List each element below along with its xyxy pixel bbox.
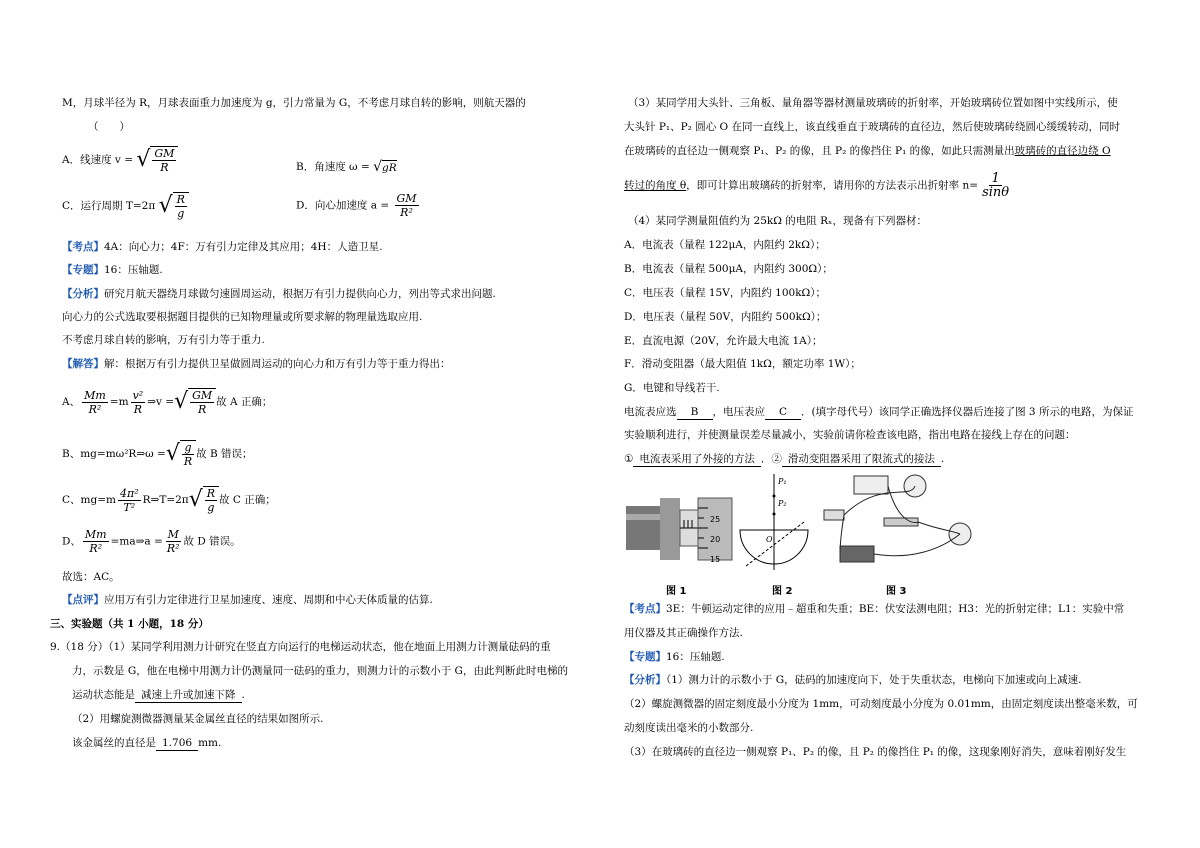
dianping-line: 【点评】应用万有引力定律进行卫星加速度、速度、周期和中心天体质量的估算. <box>62 594 433 606</box>
fig3-caption: 图 3 <box>886 586 907 597</box>
solution-b: B、mg=mω²R⇒ω = √ $\frac{g}{R}$ 故 B 错误； <box>62 441 253 468</box>
equip-e: E．直流电源（20V，允许最大电流 1A）； <box>624 335 823 347</box>
mic-label-15: 15 <box>710 555 721 564</box>
p2-label: P₂ <box>778 499 787 508</box>
r-fenxi-line-3: 动刻度读出毫米的小数部分. <box>624 722 754 734</box>
mic-label-20: 20 <box>710 535 721 544</box>
equip-a: A．电流表（量程 122μA，内阻约 2kΩ）； <box>624 239 826 251</box>
fenxi-line: 【分析】研究月航天器绕月球做匀速圆周运动，根据万有引力提供向心力，列出等式求出问题. <box>62 288 496 300</box>
kaodian-line: 【考点】4A：向心力；4F：万有引力定律及其应用；4H：人造卫星. <box>62 241 383 253</box>
circuit-figure <box>820 470 980 580</box>
fenxi-line-2: 向心力的公式选取要根据题目提供的已知物理量或所要求解的物理量选取应用. <box>62 311 423 323</box>
zhuanti-line: 【专题】16：压轴题. <box>62 264 163 276</box>
equip-f: F．滑动变阻器（最大阻值 1kΩ，额定功率 1W）； <box>624 358 861 370</box>
option-b: B．角速度 ω = √ gR <box>296 159 397 175</box>
option-c: C．运行周期 T=2π √ $\frac{R}{g}$ <box>62 192 189 220</box>
problems-line: ① 电流表采用了外接的方法 ．② 滑动变阻器采用了限流式的接法 . <box>624 453 945 465</box>
jieda-line: 【解答】解：根据万有引力提供卫星做圆周运动的向心力和万有引力等于重力得出： <box>62 358 451 370</box>
q9-line-4: （2）用螺旋测微器测量某金属丝直径的结果如图所示. <box>72 713 324 725</box>
question-bracket: （ ） <box>88 121 130 133</box>
glass-semicircle-figure <box>736 470 816 580</box>
answer-line: 故选：AC。 <box>62 571 120 583</box>
r-line-4: 转过的角度 θ，即可计算出玻璃砖的折射率，请用你的方法表示出折射率 n= $\frac{1}{\sin\theta}$ <box>624 171 1010 200</box>
q9-line-5: 该金属丝的直径是 1.706 mm. <box>72 737 222 749</box>
o-label: O <box>766 535 773 544</box>
r-zhuanti-line: 【专题】16：压轴题. <box>624 651 725 663</box>
r-line-1: （3）某同学用大头针、三角板、量角器等器材测量玻璃砖的折射率，开始玻璃砖位置如图中实线所示，使 <box>628 97 1118 109</box>
q9-line-2: 力，示数是 G，他在电梯中用测力计仍测量同一砝码的重力，则测力计的示数小于 G，由此判断此时电梯的 <box>72 665 568 677</box>
solution-a: A、 $\frac{Mm}{\text{R²}}$ =m $\frac{\text{v²}}{R}$ ⇒v = √ $\frac{GM}{R}$ 故 A 正确； <box>62 388 273 416</box>
r-fenxi-line-2: （2）螺旋测微器的固定刻度最小分度为 1mm，可动刻度最小分度为 0.01mm，由固定刻度读出整毫米数，可 <box>624 698 1138 710</box>
r-line-3: 在玻璃砖的直径边一侧观察 P₁、P₂ 的像，且 P₂ 的像挡住 P₁ 的像，如此只需测量出玻璃砖的直径边绕 O <box>624 145 1111 157</box>
r-fenxi-line-4: （3）在玻璃砖的直径边一侧观察 P₁、P₂ 的像，且 P₂ 的像挡住 P₁ 的像，这现象刚好消失，意味着刚好发生 <box>624 746 1127 758</box>
r-line-2: 大头针 P₁、P₂ 圆心 O 在同一直线上，该直线垂直于玻璃砖的直径边，然后使玻璃砖绕圆心缓缓转动，同时 <box>624 121 1121 133</box>
r-line-5: （4）某同学测量阻值约为 25kΩ 的电阻 Rₓ，现备有下列器材： <box>628 215 927 227</box>
equip-d: D．电压表（量程 50V，内阻约 500kΩ）； <box>624 311 827 323</box>
fig1-caption: 图 1 <box>666 586 687 597</box>
solution-c: C、mg=m $\frac{\text{4π²}}{\text{T²}}$ R⇒T=2π √ $\frac{R}{g}$ 故 C 正确； <box>62 486 276 514</box>
r-kaodian-line: 【考点】3E：牛顿运动定律的应用﹣超重和失重；BE：伏安法测电阻；H3：光的折射定律；L1：实验中常 <box>624 603 1125 615</box>
left-column <box>50 0 622 848</box>
q9-line-3: 运动状态能是 减速上升或加速下降 . <box>72 689 245 701</box>
equip-c: C．电压表（量程 15V，内阻约 100kΩ）； <box>624 287 827 299</box>
right-column <box>624 0 1184 848</box>
question-stem-line: M，月球半径为 R，月球表面重力加速度为 g，引力常量为 G，不考虑月球自转的影响，则航天器的 <box>62 97 526 109</box>
equip-b: B．电流表（量程 500μA，内阻约 300Ω）； <box>624 263 833 275</box>
r-kaodian-line-2: 用仪器及其正确操作方法. <box>624 627 743 639</box>
q9-line-1: 9.（18 分）（1）某同学利用测力计研究在竖直方向运行的电梯运动状态，他在地面上用测力计测量砝码的重 <box>50 641 551 653</box>
selection-line-2: 实验顺利进行，并使测量误差尽量减小，实验前请你检查该电路，指出电路在接线上存在的问题： <box>624 429 1076 441</box>
fig2-caption: 图 2 <box>772 586 793 597</box>
selection-line: 电流表应选 B ，电压表应 C ．(填字母代号）该同学正确选择仪器后连接了图 3 所示的电路，为保证 <box>624 406 1134 418</box>
section-heading: 三、实验题（共 1 小题，18 分） <box>50 618 209 630</box>
mic-label-25: 25 <box>710 515 721 524</box>
equip-g: G．电键和导线若干. <box>624 382 720 394</box>
fenxi-line-3: 不考虑月球自转的影响，万有引力等于重力. <box>62 334 265 346</box>
r-fenxi-line: 【分析】（1）测力计的示数小于 G，砝码的加速度向下，处于失重状态，电梯向下加速或向上减速. <box>624 674 1082 686</box>
micrometer-figure <box>624 478 734 578</box>
p1-label: P₁ <box>778 477 787 486</box>
solution-d: D、 $\frac{Mm}{\text{R²}}$ =ma⇒a = $\frac{M}{\text{R²}}$ 故 D 错误。 <box>62 528 241 555</box>
option-d: D．向心加速度 a = $\frac{GM}{\text{R²}}$ <box>296 192 417 219</box>
option-a: A．线速度 v = √ $\frac{GM}{R}$ <box>62 146 178 174</box>
